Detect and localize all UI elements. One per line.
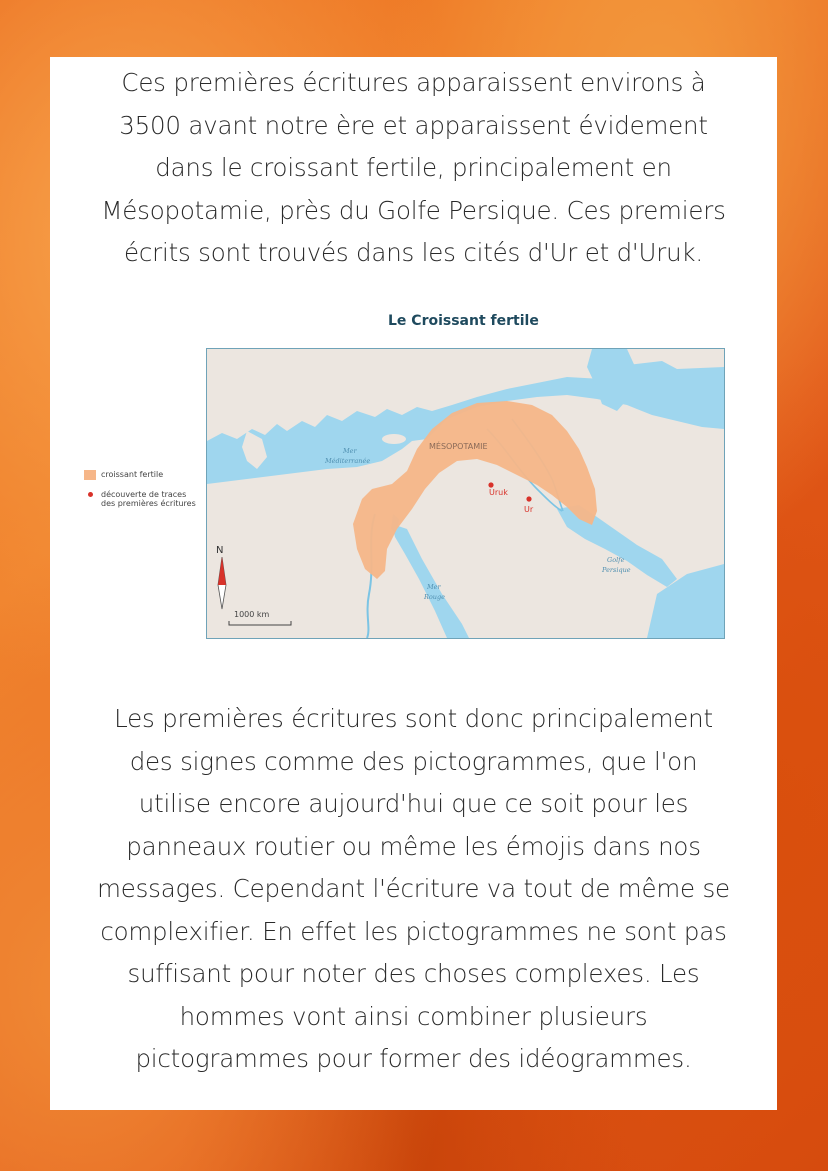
cyprus-island [382,434,406,444]
text-line: suffisant pour noter des choses complexes. Les [127,959,700,988]
text-line: des signes comme des pictogrammes, que l'on [129,746,698,776]
region-label: MÉSOPOTAMIE [429,442,488,451]
text-line: hommes vont ainsi combiner plusieurs [179,1001,648,1031]
text-line: écrits sont trouvés dans les cités d'Ur et d'Uruk. [124,238,703,267]
sea-label: Mer [343,447,357,455]
map-title: Le Croissant fertile [388,313,539,329]
text-line: Mésopotamie, près du Golfe Persique. Ces premiers [101,195,726,225]
map-legend [84,470,214,518]
legend-item-crescent [84,470,214,480]
city-label: Ur [524,505,534,514]
content-panel [50,57,777,1110]
text-line: complexifier. En effet les pictogrammes ne sont pas [100,916,727,946]
sea-label: Méditerranée [325,457,371,465]
legend-label: découverte de traces des premières écritures [101,490,196,508]
city-ur-dot [526,496,531,501]
intro-paragraph [50,62,777,275]
fertile-crescent-map [206,348,725,639]
crescent-swatch [84,470,96,480]
city-uruk-dot [488,482,493,487]
text-line: utilise encore aujourd'hui que ce soit pour les [138,789,689,818]
gulf-label: Persique [602,566,631,574]
legend-item-writing [84,490,214,508]
city-label: Uruk [489,488,508,497]
text-line: Ces premières écritures apparaissent environs à [121,68,706,97]
scale-label: 1000 km [234,610,270,619]
sea-label: Rouge [424,593,446,601]
legend-label: croissant fertile [101,470,164,479]
gulf-label: Golfe [607,556,625,564]
text-line: dans le croissant fertile, principalement en [155,153,672,182]
text-line: messages. Cependant l'écriture va tout de même se [97,874,730,903]
pictogram-paragraph [50,698,777,1081]
text-line: 3500 avant notre ère et apparaissent évidement [119,110,708,140]
map-svg [207,349,724,638]
text-line: Les premières écritures sont donc principalement [114,704,713,733]
sea-label: Mer [427,583,441,591]
text-line: pictogrammes pour former des idéogrammes. [135,1044,692,1073]
north-label: N [216,545,224,556]
text-line: panneaux routier ou même les émojis dans nos [126,831,701,861]
city-dot-icon [88,492,93,497]
